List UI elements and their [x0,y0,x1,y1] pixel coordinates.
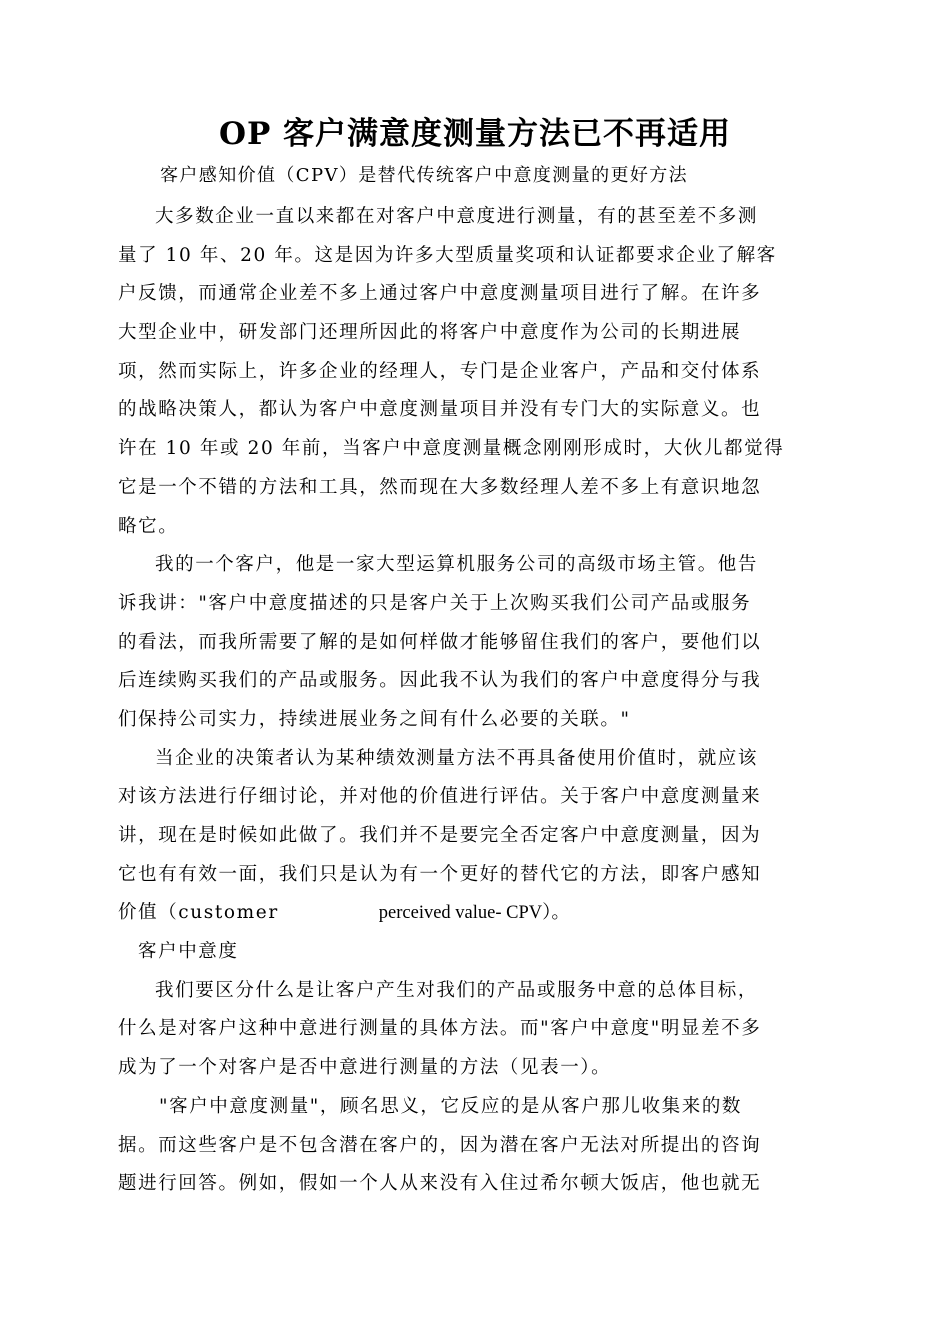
paragraph-line: 大多数企业一直以来都在对客户中意度进行测量，有的甚至差不多测 [155,206,759,227]
paragraph-line: 据。而这些客户是不包含潜在客户的，因为潜在客户无法对所提出的咨询 [118,1134,762,1156]
paragraph-line: 的战略决策人，都认为客户中意度测量项目并没有专门大的实际意义。也 [118,399,762,421]
paragraph-line: 后连续购买我们的产品或服务。因此我不认为我们的客户中意度得分与我 [118,670,762,692]
paragraph-line: 我的一个客户，他是一家大型运算机服务公司的高级市场主管。他告 [155,554,759,576]
paragraph-line: 略它。 [118,515,179,537]
paragraph-line: 成为了一个对客户是否中意进行测量的方法（见表一）。 [118,1057,612,1079]
paragraph-line: 诉我讲："客户中意度描述的只是客户关于上次购买我们公司产品或服务 [118,592,752,614]
paragraph-line: 们保持公司实力，持续进展业务之间有什么必要的关联。" [118,708,631,730]
document-title: OP 客户满意度测量方法已不再适用 [218,116,732,152]
paragraph-line: 对该方法进行仔细讨论，并对他的价值进行评估。关于客户中意度测量来 [118,786,762,808]
paragraph-line: 我们要区分什么是让客户产生对我们的产品或服务中意的总体目标， [155,979,759,1001]
paragraph-line: 许在 10 年或 20 年前，当客户中意度测量概念刚刚形成时，大伙儿都觉得 [118,438,785,460]
paragraph-line: 的看法，而我所需要了解的是如何样做才能够留住我们的客户，要他们以 [118,631,762,653]
paragraph-line: 题进行回答。例如，假如一个人从来没有入住过希尔顿大饭店，他也就无 [118,1173,762,1195]
paragraph-fragment: perceived value- CPV）。 [378,903,570,924]
paragraph-fragment: 价值（customer [118,902,279,924]
paragraph-line: 什么是对客户这种中意进行测量的具体方法。而"客户中意度"明显差不多 [118,1018,762,1040]
paragraph-line: 大型企业中，研发部门还理所因此的将客户中意度作为公司的长期进展 [118,322,742,344]
document-subtitle: 客户感知价值（CPV）是替代传统客户中意度测量的更好方法 [160,165,689,186]
paragraph-line: 户反馈，而通常企业差不多上通过客户中意度测量项目进行了解。在许多 [118,283,762,305]
paragraph-line: 量了 10 年、20 年。这是因为许多大型质量奖项和认证都要求企业了解客 [118,244,777,266]
document-body [118,198,830,1204]
paragraph-line: "客户中意度测量"，顾名思义，它反应的是从客户那儿收集来的数 [159,1095,743,1117]
paragraph-line-split [118,894,830,933]
section-heading: 客户中意度 [138,941,239,963]
paragraph-line: 讲，现在是时候如此做了。我们并不是要完全否定客户中意度测量，因为 [118,825,762,846]
paragraph-line: 项，然而实际上，许多企业的经理人，专门是企业客户，产品和交付体系 [118,360,762,382]
paragraph-line: 当企业的决策者认为某种绩效测量方法不再具备使用价值时，就应该 [155,747,759,769]
paragraph-line: 它是一个不错的方法和工具，然而现在大多数经理人差不多上有意识地忽 [118,476,762,498]
paragraph-line: 它也有有效一面，我们只是认为有一个更好的替代它的方法，即客户感知 [118,863,762,885]
